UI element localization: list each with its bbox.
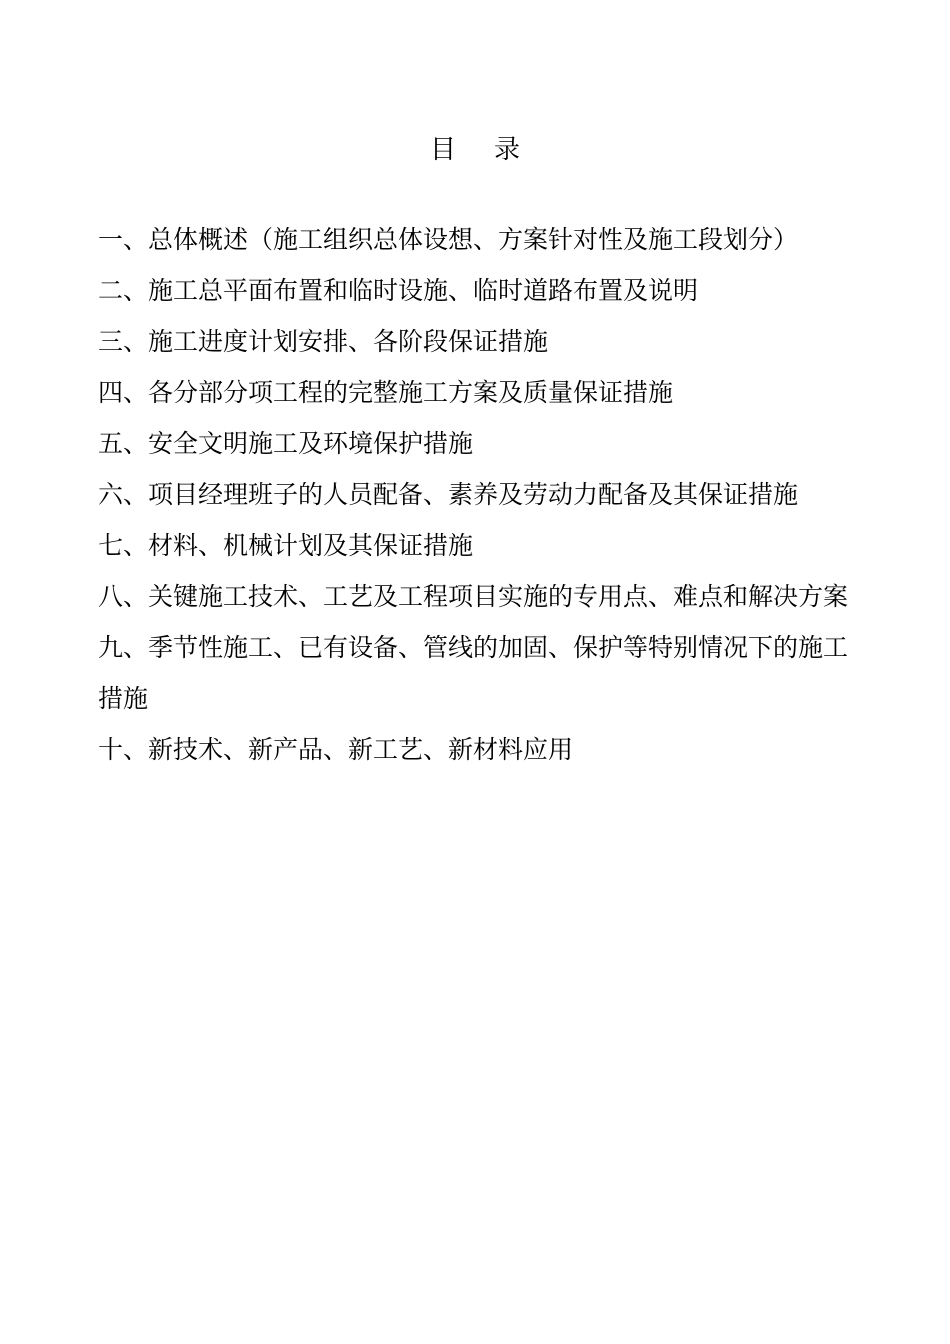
toc-item-9: 九、季节性施工、已有设备、管线的加固、保护等特别情况下的施工措施: [98, 633, 849, 713]
toc-item-4: 四、各分部分项工程的完整施工方案及质量保证措施: [98, 378, 674, 407]
toc-item-5: 五、安全文明施工及环境保护措施: [98, 429, 474, 458]
toc-item-7: 七、材料、机械计划及其保证措施: [98, 531, 474, 560]
toc-item-1: 一、总体概述（施工组织总体设想、方案针对性及施工段划分）: [98, 225, 799, 254]
toc-list: [98, 214, 858, 775]
toc-item-8: 八、关键施工技术、工艺及工程项目实施的专用点、难点和解决方案: [98, 582, 849, 611]
toc-item-6: 六、项目经理班子的人员配备、素养及劳动力配备及其保证措施: [98, 480, 799, 509]
toc-item-3: 三、施工进度计划安排、各阶段保证措施: [98, 327, 549, 356]
toc-item-10: 十、新技术、新产品、新工艺、新材料应用: [98, 735, 574, 764]
toc-item-2: 二、施工总平面布置和临时设施、临时道路布置及说明: [98, 276, 699, 305]
toc-title: 目录: [429, 135, 558, 165]
